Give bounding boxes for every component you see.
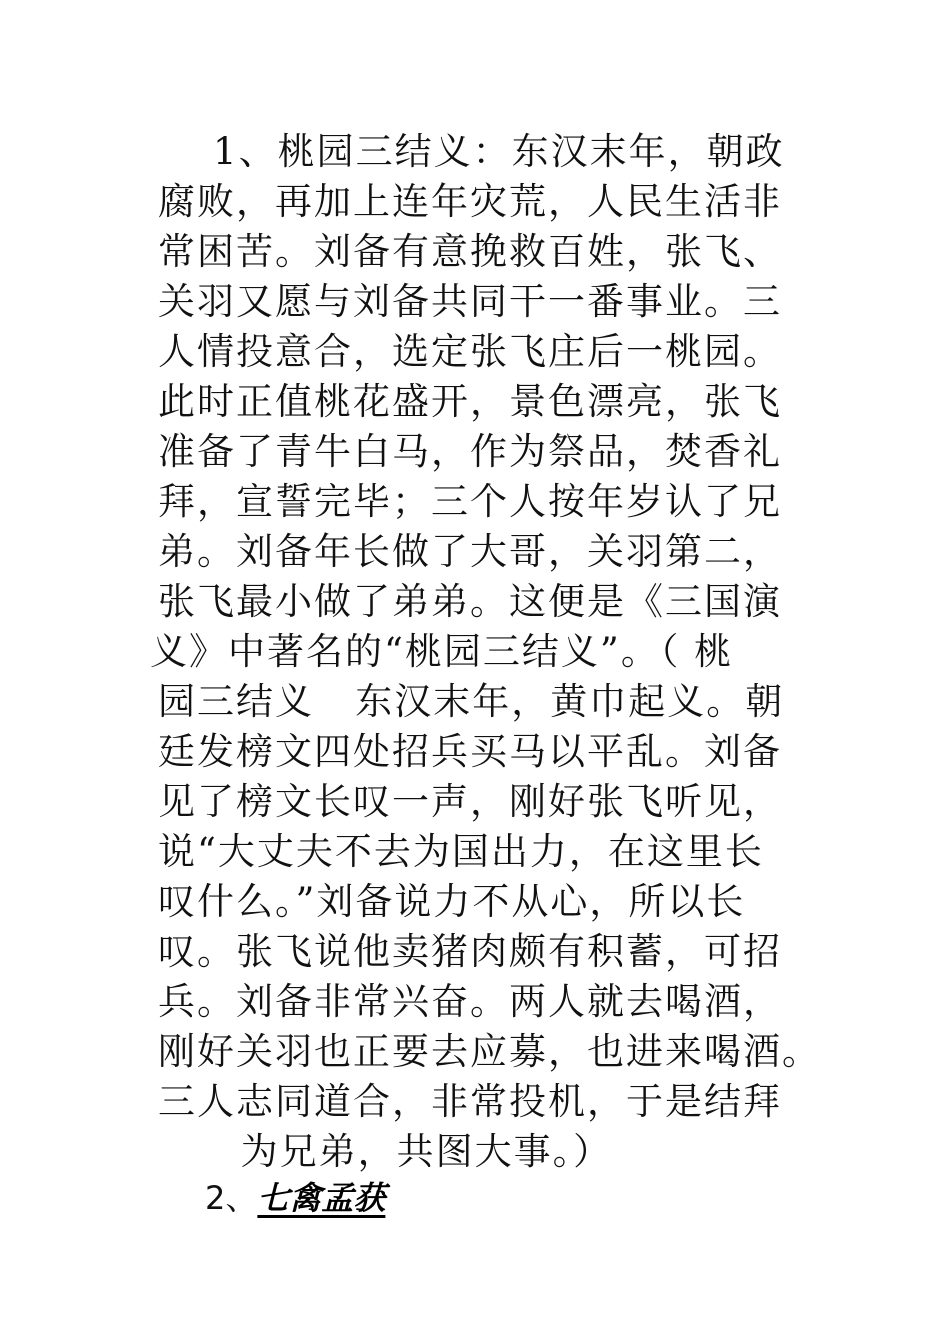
paragraph-line: 刚好关羽也正要去应募，也进来喝酒。 xyxy=(158,1030,821,1073)
paragraph-line: 见了榜文长叹一声，刚好张飞听见， xyxy=(158,780,782,823)
paragraph-line: 说“大丈夫不去为国出力，在这里长 xyxy=(158,830,764,873)
item-number: 2、 xyxy=(205,1179,258,1217)
paragraph-line: 拜，宣誓完毕；三个人按年岁认了兄 xyxy=(158,480,782,523)
paragraph-line: 张飞最小做了弟弟。这便是《三国演 xyxy=(158,580,782,623)
paragraph-line: 廷发榜文四处招兵买马以平乱。刘备 xyxy=(158,730,782,773)
paragraph-line: 此时正值桃花盛开，景色漂亮，张飞 xyxy=(158,380,782,423)
paragraph-line: 叹。张飞说他卖猪肉颇有积蓄，可招 xyxy=(158,930,782,973)
paragraph-line: 叹什么。”刘备说力不从心，所以长 xyxy=(158,880,746,923)
paragraph-line: 准备了青牛白马，作为祭品，焚香礼 xyxy=(158,430,782,473)
paragraph-line: 三人志同道合，非常投机，于是结拜 xyxy=(158,1080,782,1123)
paragraph-line: 园三结义 东汉末年，黄巾起义。朝 xyxy=(158,680,785,723)
paragraph-line: 1、桃园三结义：东汉末年，朝政 xyxy=(158,130,785,173)
paragraph-line: 兵。刘备非常兴奋。两人就去喝酒， xyxy=(158,980,782,1023)
section-heading-item-2 xyxy=(205,1172,385,1224)
paragraph-line: 常困苦。刘备有意挽救百姓，张飞、 xyxy=(158,230,782,273)
paragraph-line: 腐败，再加上连年灾荒，人民生活非 xyxy=(158,180,782,223)
paragraph-line: 人情投意合，选定张飞庄后一桃园。 xyxy=(158,330,782,373)
paragraph-line: 关羽又愿与刘备共同干一番事业。三 xyxy=(158,280,782,323)
paragraph-line: 为兄弟，共图大事。） xyxy=(158,1130,613,1173)
paragraph-line: 义》中著名的“桃园三结义”。（ 桃 xyxy=(150,630,734,673)
paragraph-line: 弟。刘备年长做了大哥，关羽第二， xyxy=(158,530,782,573)
item-title-link[interactable]: 七禽孟获 xyxy=(257,1179,386,1217)
